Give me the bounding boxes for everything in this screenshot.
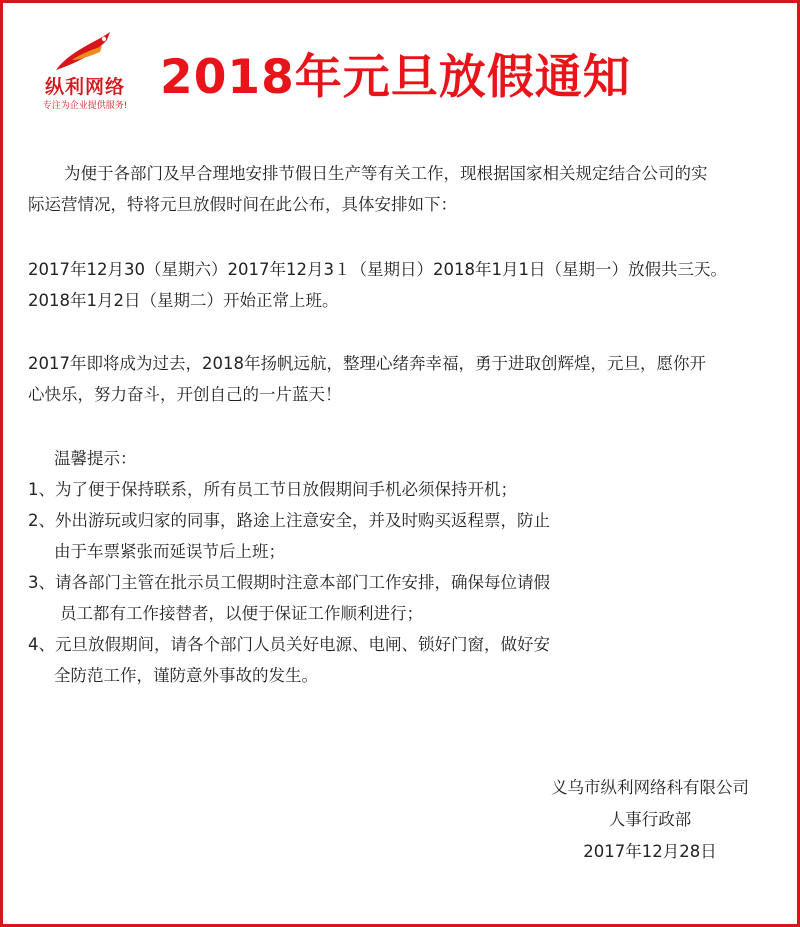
intro-line-1: 为便于各部门及早合理地安排节假日生产等有关工作，现根据国家相关规定结合公司的实 <box>64 164 708 183</box>
wishes-line-2: 心快乐，努力奋斗，开创自己的一片蓝天！ <box>28 385 342 404</box>
page-title: 2018年元旦放假通知 <box>160 50 631 105</box>
schedule-line-2: 2018年1月2日（星期二）开始正常上班。 <box>28 291 339 310</box>
tip-item-2: 2、外出游玩或归家的同事，路途上注意安全，并及时购买返程票，防止 <box>28 511 550 530</box>
logo-name: 纵利网络 <box>44 76 125 98</box>
signature-date: 2017年12月28日 <box>583 842 717 861</box>
logo-slogan: 专注为企业提供服务! <box>42 101 128 111</box>
signature-company: 义乌市纵利网络科有限公司 <box>551 778 749 797</box>
company-logo <box>30 30 140 120</box>
rocket-icon <box>52 30 118 72</box>
tip-item-4: 4、元旦放假期间，请各个部门人员关好电源、电闸、锁好门窗，做好安 <box>28 635 550 654</box>
tip-item-3-cont: 员工都有工作接替者，以便于保证工作顺利进行； <box>60 604 423 623</box>
tip-item-4-cont: 全防范工作，谨防意外事故的发生。 <box>54 666 318 685</box>
wishes-line-1: 2017年即将成为过去，2018年扬帆远航，整理心绪奔幸福，勇于进取创辉煌，元旦，愿你开 <box>28 354 706 373</box>
tip-item-2-cont: 由于车票紧张而延误节后上班； <box>54 542 285 561</box>
tips-heading: 温馨提示： <box>54 449 137 468</box>
tip-item-1: 1、为了便于保持联系，所有员工节日放假期间手机必须保持开机； <box>28 480 517 499</box>
schedule-line-1: 2017年12月30（星期六）2017年12月3１（星期日）2018年1月1日（星期一）放假共三天。 <box>28 260 727 279</box>
signature-department: 人事行政部 <box>608 810 692 829</box>
tip-item-3: 3、请各部门主管在批示员工假期时注意本部门工作安排，确保每位请假 <box>28 573 550 592</box>
intro-line-2: 际运营情况，特将元旦放假时间在此公布，具体安排如下： <box>28 195 457 214</box>
